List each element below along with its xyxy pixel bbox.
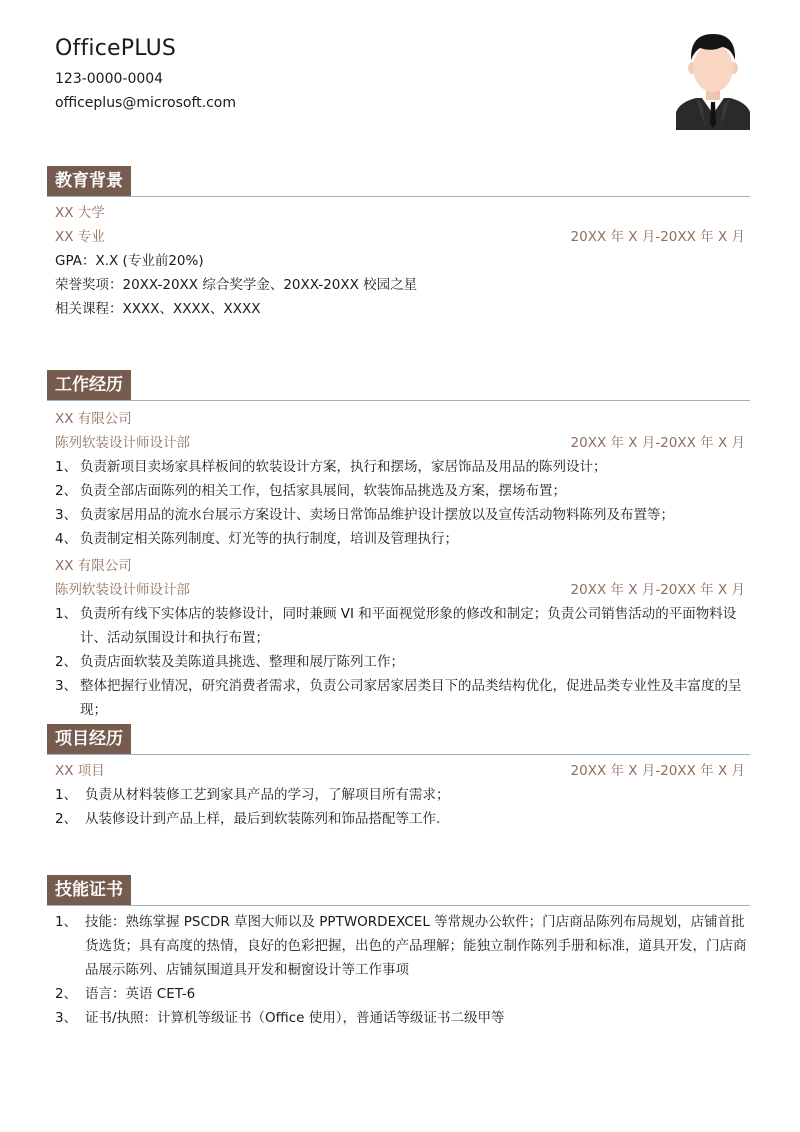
- education-period: 20XX 年 X 月-20XX 年 X 月: [570, 229, 745, 245]
- item-text: 负责所有线下实体店的装修设计，同时兼顾 VI 和平面视觉形象的修改和制定；负责公司销售活动的平面物料设计、活动氛围设计和执行布置；: [80, 606, 737, 646]
- list-item: [55, 479, 750, 503]
- job-dept-row: [55, 431, 745, 455]
- project-period: 20XX 年 X 月-20XX 年 X 月: [570, 763, 745, 779]
- list-item: [55, 674, 750, 722]
- item-text: 负责新项目卖场家具样板间的软装设计方案，执行和摆场，家居饰品及用品的陈列设计；: [80, 459, 607, 475]
- item-number: 1、: [55, 606, 78, 622]
- item-number: 2、: [55, 811, 78, 827]
- item-text: 负责家居用品的流水台展示方案设计、卖场日常饰品维护设计摆放以及宣传活动物料陈列及布置等；: [80, 507, 674, 523]
- item-number: 3、: [55, 678, 78, 694]
- email-address: officeplus@microsoft.com: [55, 95, 236, 111]
- work-section-header: [47, 370, 750, 401]
- list-item: [55, 1006, 750, 1030]
- item-number: 4、: [55, 531, 78, 547]
- item-number: 1、: [55, 459, 78, 475]
- item-text: 整体把握行业情况，研究消费者需求，负责公司家居家居类目下的品类结构优化，促进品类专业性及丰富度的呈现；: [80, 678, 742, 718]
- project-title: 项目经历: [47, 724, 131, 754]
- list-item: [55, 527, 750, 551]
- skills-title: 技能证书: [47, 875, 131, 905]
- item-text: 技能：熟练掌握 PSCDR 草图大师以及 PPTWORDEXCEL 等常规办公软件；门店商品陈列布局规划，店铺首批货选货；具有高度的热情，良好的色彩把握，出色的产品理解；能独立制作陈列手册和标准，道具开发，门店商品展示陈列、店铺氛围道具开发和橱窗设计等工作事项: [85, 914, 747, 978]
- item-text: 负责全部店面陈列的相关工作，包括家具展间，软装饰品挑选及方案，摆场布置；: [80, 483, 566, 499]
- honors: 荣誉奖项：20XX-20XX 综合奖学金、20XX-20XX 校园之星: [55, 277, 418, 293]
- list-item: [55, 455, 750, 479]
- phone-number: 123-0000-0004: [55, 71, 164, 87]
- item-number: 2、: [55, 986, 78, 1002]
- resume-name: OfficePLUS: [55, 36, 177, 61]
- project-name: XX 项目: [55, 763, 105, 779]
- job-period: 20XX 年 X 月-20XX 年 X 月: [570, 435, 745, 451]
- school-name: XX 大学: [55, 205, 105, 221]
- list-item: [55, 807, 750, 831]
- job-dept-row: [55, 578, 745, 602]
- item-text: 负责店面软装及美陈道具挑选、整理和展厅陈列工作；: [80, 654, 404, 670]
- job-company: XX 有限公司: [55, 558, 132, 574]
- item-text: 从装修设计到产品上样，最后到软装陈列和饰品搭配等工作.: [85, 811, 441, 827]
- job-dept: 陈列软装设计师设计部: [55, 435, 190, 451]
- list-item: [55, 982, 750, 1006]
- item-number: 1、: [55, 787, 78, 803]
- education-section-header: [47, 166, 750, 197]
- list-item: [55, 783, 750, 807]
- job-period: 20XX 年 X 月-20XX 年 X 月: [570, 582, 745, 598]
- item-number: 1、: [55, 914, 78, 930]
- job-dept: 陈列软装设计师设计部: [55, 582, 190, 598]
- gpa: GPA：X.X (专业前20%): [55, 253, 204, 269]
- job-company: XX 有限公司: [55, 411, 132, 427]
- item-text: 证书/执照：计算机等级证书（Office 使用），普通话等级证书二级甲等: [85, 1010, 505, 1026]
- skills-section-header: [47, 875, 750, 906]
- item-number: 3、: [55, 1010, 78, 1026]
- item-text: 语言：英语 CET-6: [85, 986, 196, 1002]
- work-title: 工作经历: [47, 370, 131, 400]
- major-name: XX 专业: [55, 229, 105, 245]
- item-number: 2、: [55, 483, 78, 499]
- courses: 相关课程：XXXX、XXXX、XXXX: [55, 301, 261, 317]
- item-text: 负责从材料装修工艺到家具产品的学习，了解项目所有需求；: [85, 787, 450, 803]
- item-text: 负责制定相关陈列制度、灯光等的执行制度，培训及管理执行；: [80, 531, 458, 547]
- major-row: [55, 225, 745, 249]
- item-number: 2、: [55, 654, 78, 670]
- list-item: [55, 602, 750, 650]
- list-item: [55, 650, 750, 674]
- education-title: 教育背景: [47, 166, 131, 196]
- businessman-avatar-icon: [676, 30, 750, 130]
- item-number: 3、: [55, 507, 78, 523]
- project-row: [55, 759, 745, 783]
- list-item: [55, 910, 750, 982]
- project-section-header: [47, 724, 750, 755]
- list-item: [55, 503, 750, 527]
